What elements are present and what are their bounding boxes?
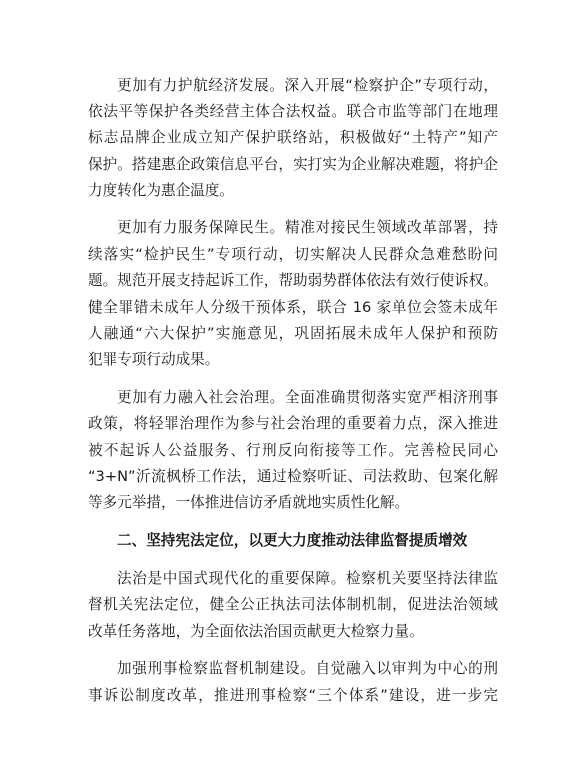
text-line: 督机关宪法定位，健全公正执法司法体制机制，促进法治领域 [88, 596, 498, 613]
text-line: 政策，将轻罪治理作为参与社会治理的重要着力点，深入推进 [88, 415, 498, 432]
text-line: 被不起诉人公益服务、行刑反向衔接等工作。完善检民同心 [88, 442, 498, 459]
text-line: “3+N”沂流枫桥工作法，通过检察听证、司法救助、包案化解 [88, 468, 498, 485]
text-line: 事诉讼制度改革，推进刑事检察“三个体系”建设，进一步完 [88, 687, 498, 704]
text-line: 依法平等保护各类经营主体合法权益。联合市监等部门在地理 [88, 103, 498, 120]
text-line: 标志品牌企业成立知产保护联络站，积极做好“土特产”知产 [88, 129, 498, 146]
text-line: 改革任务落地，为全面依法治国贡献更大检察力量。 [88, 623, 424, 640]
text-line: 更加有力融入社会治理。全面准确贯彻落实宽严相济刑事 [117, 389, 498, 406]
text-line: 续落实“检护民生”专项行动，切实解决人民群众急难愁盼问 [88, 246, 498, 263]
text-line: 力度转化为惠企温度。 [88, 182, 234, 199]
text-line: 人融通“六大保护”实施意见，巩固拓展未成年人保护和预防 [88, 325, 498, 342]
text-line: 犯罪专项行动成果。 [88, 351, 220, 368]
text-line: 加强刑事检察监督机制建设。自觉融入以审判为中心的刑 [117, 660, 498, 677]
text-line: 题。规范开展支持起诉工作，帮助弱势群体依法有效行使诉权。 [88, 272, 498, 289]
text-line: 保护。搭建惠企政策信息平台，实打实为企业解决难题，将护企 [88, 156, 498, 173]
text-line: 健全罪错未成年人分级干预体系，联合 16 家单位会签未成年 [88, 299, 498, 316]
text-line: 更加有力护航经济发展。深入开展“检察护企”专项行动， [117, 77, 498, 94]
section-heading: 二、坚持宪法定位，以更大力度推动法律监督提质增效 [117, 532, 468, 549]
text-line: 等多元举措，一体推进信访矛盾就地实质性化解。 [88, 494, 410, 511]
text-line: 法治是中国式现代化的重要保障。检察机关要坚持法律监 [117, 570, 498, 587]
text-line: 更加有力服务保障民生。精准对接民生领域改革部署，持 [117, 219, 498, 236]
